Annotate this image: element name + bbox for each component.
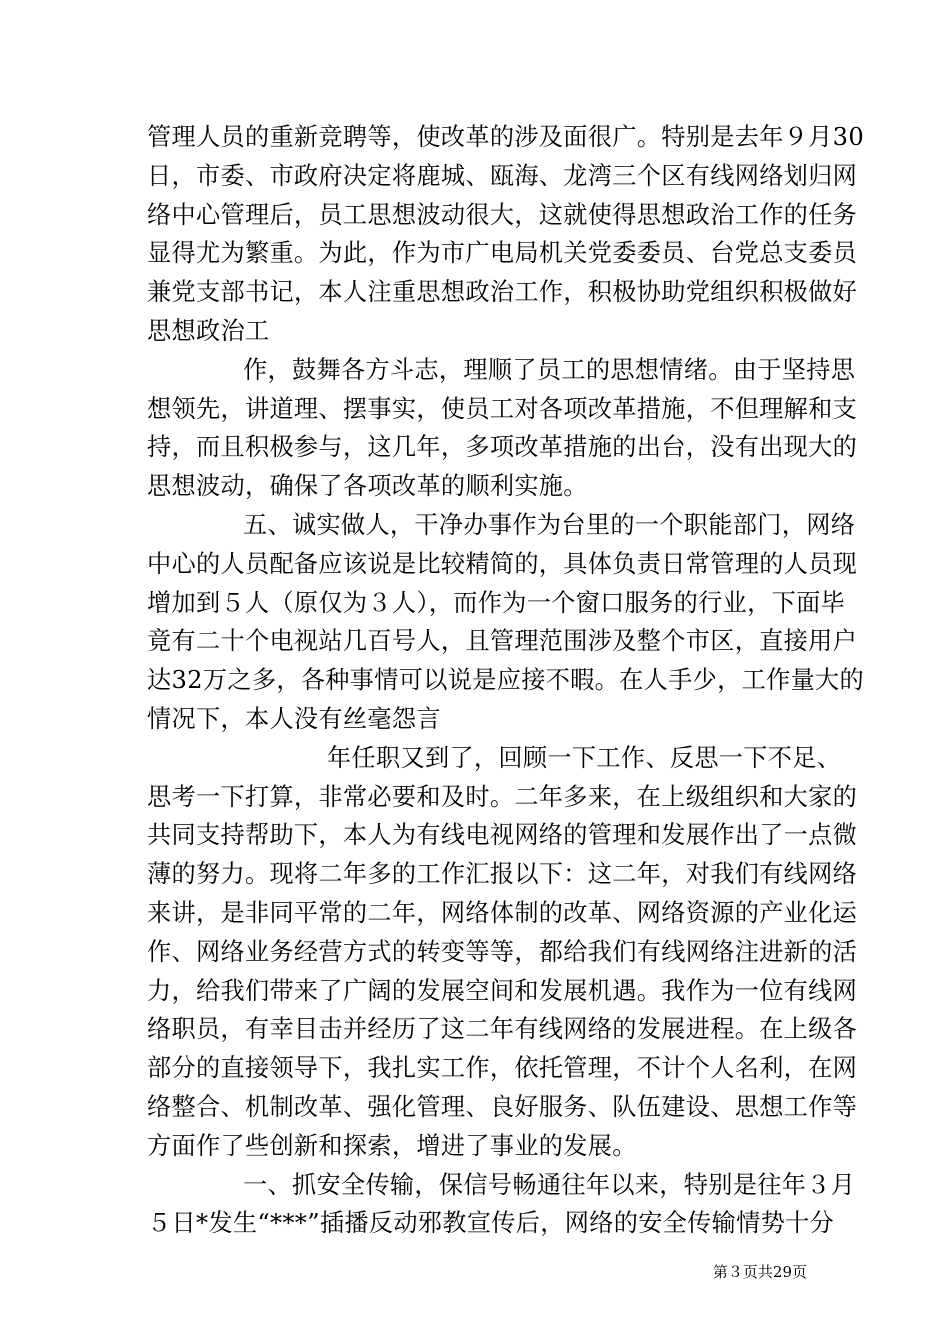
text-line: 达32万之多，各种事情可以说是应接不暇。在人手少，工作量大的: [147, 666, 865, 695]
document-body: [147, 118, 865, 1243]
text-line: 络中心管理后，员工思想波动很大，这就使得思想政治工作的任务: [147, 200, 858, 229]
text-line: 思想波动，确保了各项改革的顺利实施。: [147, 472, 588, 501]
text-line: 方面作了些创新和探索，增进了事业的发展。: [147, 1131, 637, 1160]
text-line: 来讲，是非同平常的二年，网络体制的改革、网络资源的产业化运: [147, 898, 858, 927]
text-line: 薄的努力。现将二年多的工作汇报以下：这二年，对我们有线网络: [147, 860, 858, 889]
text-line: 思想政治工: [147, 316, 270, 345]
text-line: 思考一下打算，非常必要和及时。二年多来，在上级组织和大家的: [147, 782, 858, 811]
page-number: 第３页共29页: [712, 1263, 807, 1281]
text-line: 共同支持帮助下，本人为有线电视网络的管理和发展作出了一点微: [147, 821, 858, 850]
text-line: 显得尤为繁重。为此，作为市广电局机关党委委员、台党总支委员: [147, 239, 858, 268]
text-line: 部分的直接领导下，我扎实工作，依托管理，不计个人名利，在网: [147, 1054, 858, 1083]
text-line: 年任职又到了，回顾一下工作、反思一下不足、: [327, 743, 842, 772]
text-line: 增加到５人（原仅为３人），而作为一个窗口服务的行业，下面毕: [147, 588, 846, 617]
text-line: 竟有二十个电视站几百号人，且管理范围涉及整个市区，直接用户: [147, 627, 858, 656]
text-line: 日，市委、市政府决定将鹿城、瓯海、龙湾三个区有线网络划归网: [147, 161, 858, 190]
text-line: 中心的人员配备应该说是比较精简的，具体负责日常管理的人员现: [147, 549, 858, 578]
text-line: 兼党支部书记，本人注重思想政治工作，积极协助党组织积极做好: [147, 278, 858, 307]
text-line: 想领先，讲道理、摆事实，使员工对各项改革措施，不但理解和支: [147, 394, 858, 423]
text-line: 力，给我们带来了广阔的发展空间和发展机遇。我作为一位有线网: [147, 976, 858, 1005]
text-line: ５日*发生“***”插播反动邪教宣传后，网络的安全传输情势十分: [147, 1209, 835, 1238]
text-line: 一、抓安全传输，保信号畅通往年以来，特别是往年３月: [243, 1170, 856, 1199]
text-line: 作，鼓舞各方斗志，理顺了员工的思想情绪。由于坚持思: [243, 355, 856, 384]
text-line: 络职员，有幸目击并经历了这二年有线网络的发展进程。在上级各: [147, 1015, 858, 1044]
text-line: 管理人员的重新竞聘等，使改革的涉及面很广。特别是去年９月30: [147, 123, 865, 151]
text-line: 作、网络业务经营方式的转变等等，都给我们有线网络注进新的活: [147, 937, 858, 966]
text-line: 持，而且积极参与，这几年，多项改革措施的出台，没有出现大的: [147, 433, 858, 462]
text-line: 络整合、机制改革、强化管理、良好服务、队伍建设、思想工作等: [147, 1092, 858, 1121]
text-line: 情况下，本人没有丝毫怨言: [147, 704, 441, 733]
text-line: 五、诚实做人，干净办事作为台里的一个职能部门，网络: [243, 510, 856, 539]
